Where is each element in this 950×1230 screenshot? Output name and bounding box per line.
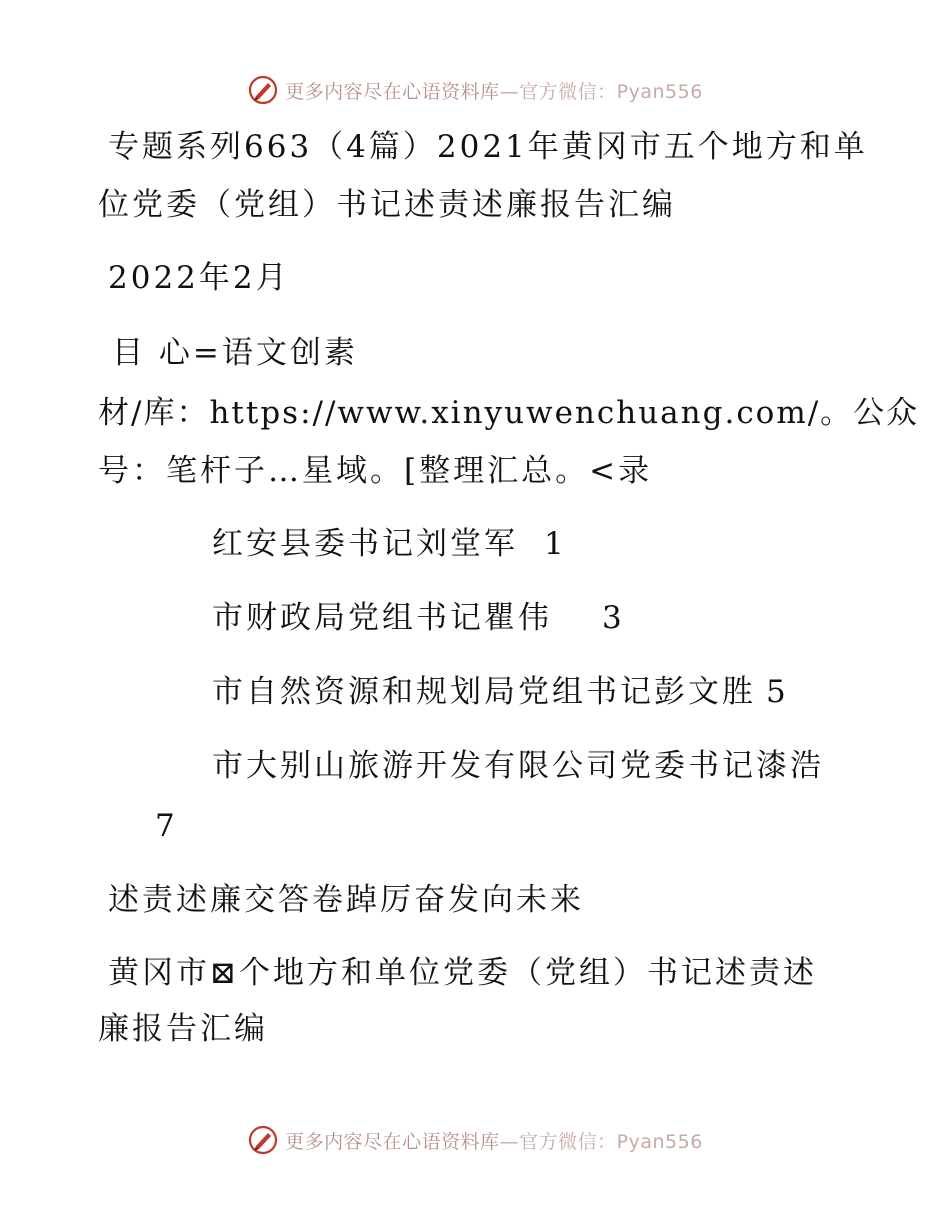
toc-heading-line2: 材/库：https://www.xinyuwenchuang.com/。公众 — [98, 395, 920, 431]
banner-site-text: 更多内容尽在心语资料库 — [285, 80, 500, 103]
footer-watermark — [0, 1120, 950, 1160]
section-title-line2: 廉报告汇编 — [98, 1011, 268, 1047]
toc-entry-title: 红安县委书记刘堂军 — [212, 526, 518, 562]
header-watermark — [0, 70, 950, 110]
document-title-line2: 位党委（党组）书记述责述廉报告汇编 — [98, 187, 676, 223]
section-heading: 述责述廉交答卷踔厉奋发向未来 — [108, 882, 584, 918]
section-title-line1: 黄冈市⊠个地方和单位党委（党组）书记述责述 — [108, 955, 817, 991]
pen-logo-icon — [247, 1124, 279, 1156]
toc-entry-page: 3 — [602, 600, 625, 636]
pen-logo-icon — [247, 74, 279, 106]
toc-entry-title: 市大别山旅游开发有限公司党委书记漆浩 — [212, 748, 824, 784]
banner-separator: — — [499, 80, 520, 103]
toc-entry[interactable] — [212, 524, 567, 564]
toc-entry-page: 5 — [766, 674, 789, 710]
document-date: 2022年2月 — [108, 260, 290, 296]
toc-entry-title: 市财政局党组书记瞿伟 — [212, 600, 552, 636]
toc-entry[interactable] — [212, 672, 789, 712]
banner-site-text: 更多内容尽在心语资料库 — [285, 1130, 500, 1153]
document-title-line1: 专题系列663（4篇）2021年黄冈市五个地方和单 — [108, 129, 868, 165]
toc-heading-line3: 号：笔杆子…星域。[整理汇总。<录 — [98, 453, 653, 489]
banner-wechat-text: 官方微信：Pyan556 — [519, 80, 703, 103]
toc-entry[interactable] — [212, 746, 824, 786]
banner-wechat-text: 官方微信：Pyan556 — [519, 1130, 703, 1153]
toc-entry[interactable] — [212, 598, 625, 638]
toc-entry-page: 7 — [155, 808, 178, 844]
banner-separator: — — [499, 1130, 520, 1153]
toc-entry-page: 1 — [544, 526, 567, 562]
toc-heading-line1: 目 心=语文创素 — [112, 335, 358, 371]
toc-entry-title: 市自然资源和规划局党组书记彭文胜 — [212, 674, 756, 710]
